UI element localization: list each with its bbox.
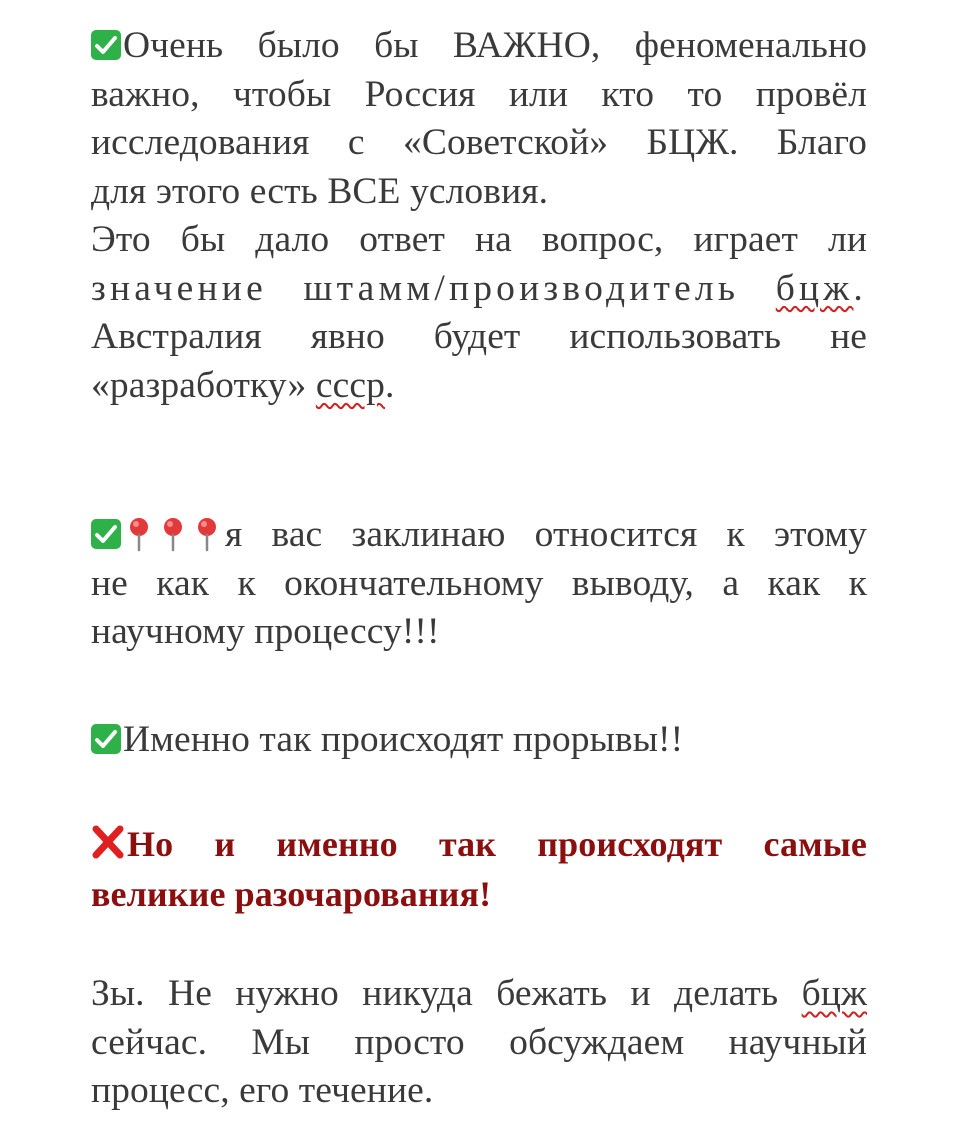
text-line xyxy=(91,970,867,1019)
text-line: научному процессу!!! xyxy=(91,611,440,652)
text-segment: «разработку» xyxy=(91,364,316,406)
paragraph-scientific-process xyxy=(91,511,867,657)
text-line xyxy=(91,716,867,765)
text-line: Австралия явно будет использовать не xyxy=(91,316,867,357)
text-line: Это бы дало ответ на вопрос, играет ли xyxy=(91,219,867,260)
text-line: исследования с «Советской» БЦЖ. Благо xyxy=(91,122,867,163)
check-mark-button-icon xyxy=(91,519,121,549)
round-pushpin-icon xyxy=(191,516,223,552)
paragraph-important-research xyxy=(91,22,867,410)
text-line: для этого есть ВСЕ условия. xyxy=(91,170,549,212)
text-segment: Очень было бы ВАЖНО, феноменально xyxy=(123,25,867,66)
paragraph-disappointments-warning xyxy=(91,819,867,919)
text-line: важно, чтобы Россия или кто то провёл xyxy=(91,73,867,115)
text-line: не как к окончательному выводу, а как к xyxy=(91,562,867,604)
text-line: великие разочарования! xyxy=(91,874,492,914)
check-mark-button-icon xyxy=(91,724,121,754)
paragraph-postscript xyxy=(91,970,867,1116)
round-pushpin-icon xyxy=(157,516,189,552)
text-line xyxy=(91,819,867,869)
text-line xyxy=(91,22,867,71)
text-segment: Но и именно так происходят самые xyxy=(127,824,867,864)
text-line xyxy=(91,362,867,411)
spellcheck-word: бцж xyxy=(801,973,867,1014)
round-pushpin-icon xyxy=(123,516,155,552)
paragraph-breakthroughs xyxy=(91,716,867,765)
check-mark-button-icon xyxy=(91,30,121,60)
spellcheck-word: бцж xyxy=(775,267,854,309)
spellcheck-word: ссср xyxy=(315,364,385,406)
text-line: сейчас. Мы просто обсуждаем научный xyxy=(91,1021,867,1063)
text-line: процесс, его течение. xyxy=(91,1070,434,1111)
text-segment: Именно так происходят прорывы!! xyxy=(123,719,684,760)
text-segment: значение штамм/производитель xyxy=(91,267,776,309)
text-segment: . xyxy=(384,364,395,406)
text-segment: Зы. Не нужно никуда бежать и делать xyxy=(91,973,802,1014)
cross-mark-icon xyxy=(91,824,125,860)
text-segment: я вас заклинаю относится к этому xyxy=(225,514,867,555)
text-line xyxy=(91,511,867,560)
text-segment: . xyxy=(853,267,867,309)
text-line xyxy=(91,265,867,314)
